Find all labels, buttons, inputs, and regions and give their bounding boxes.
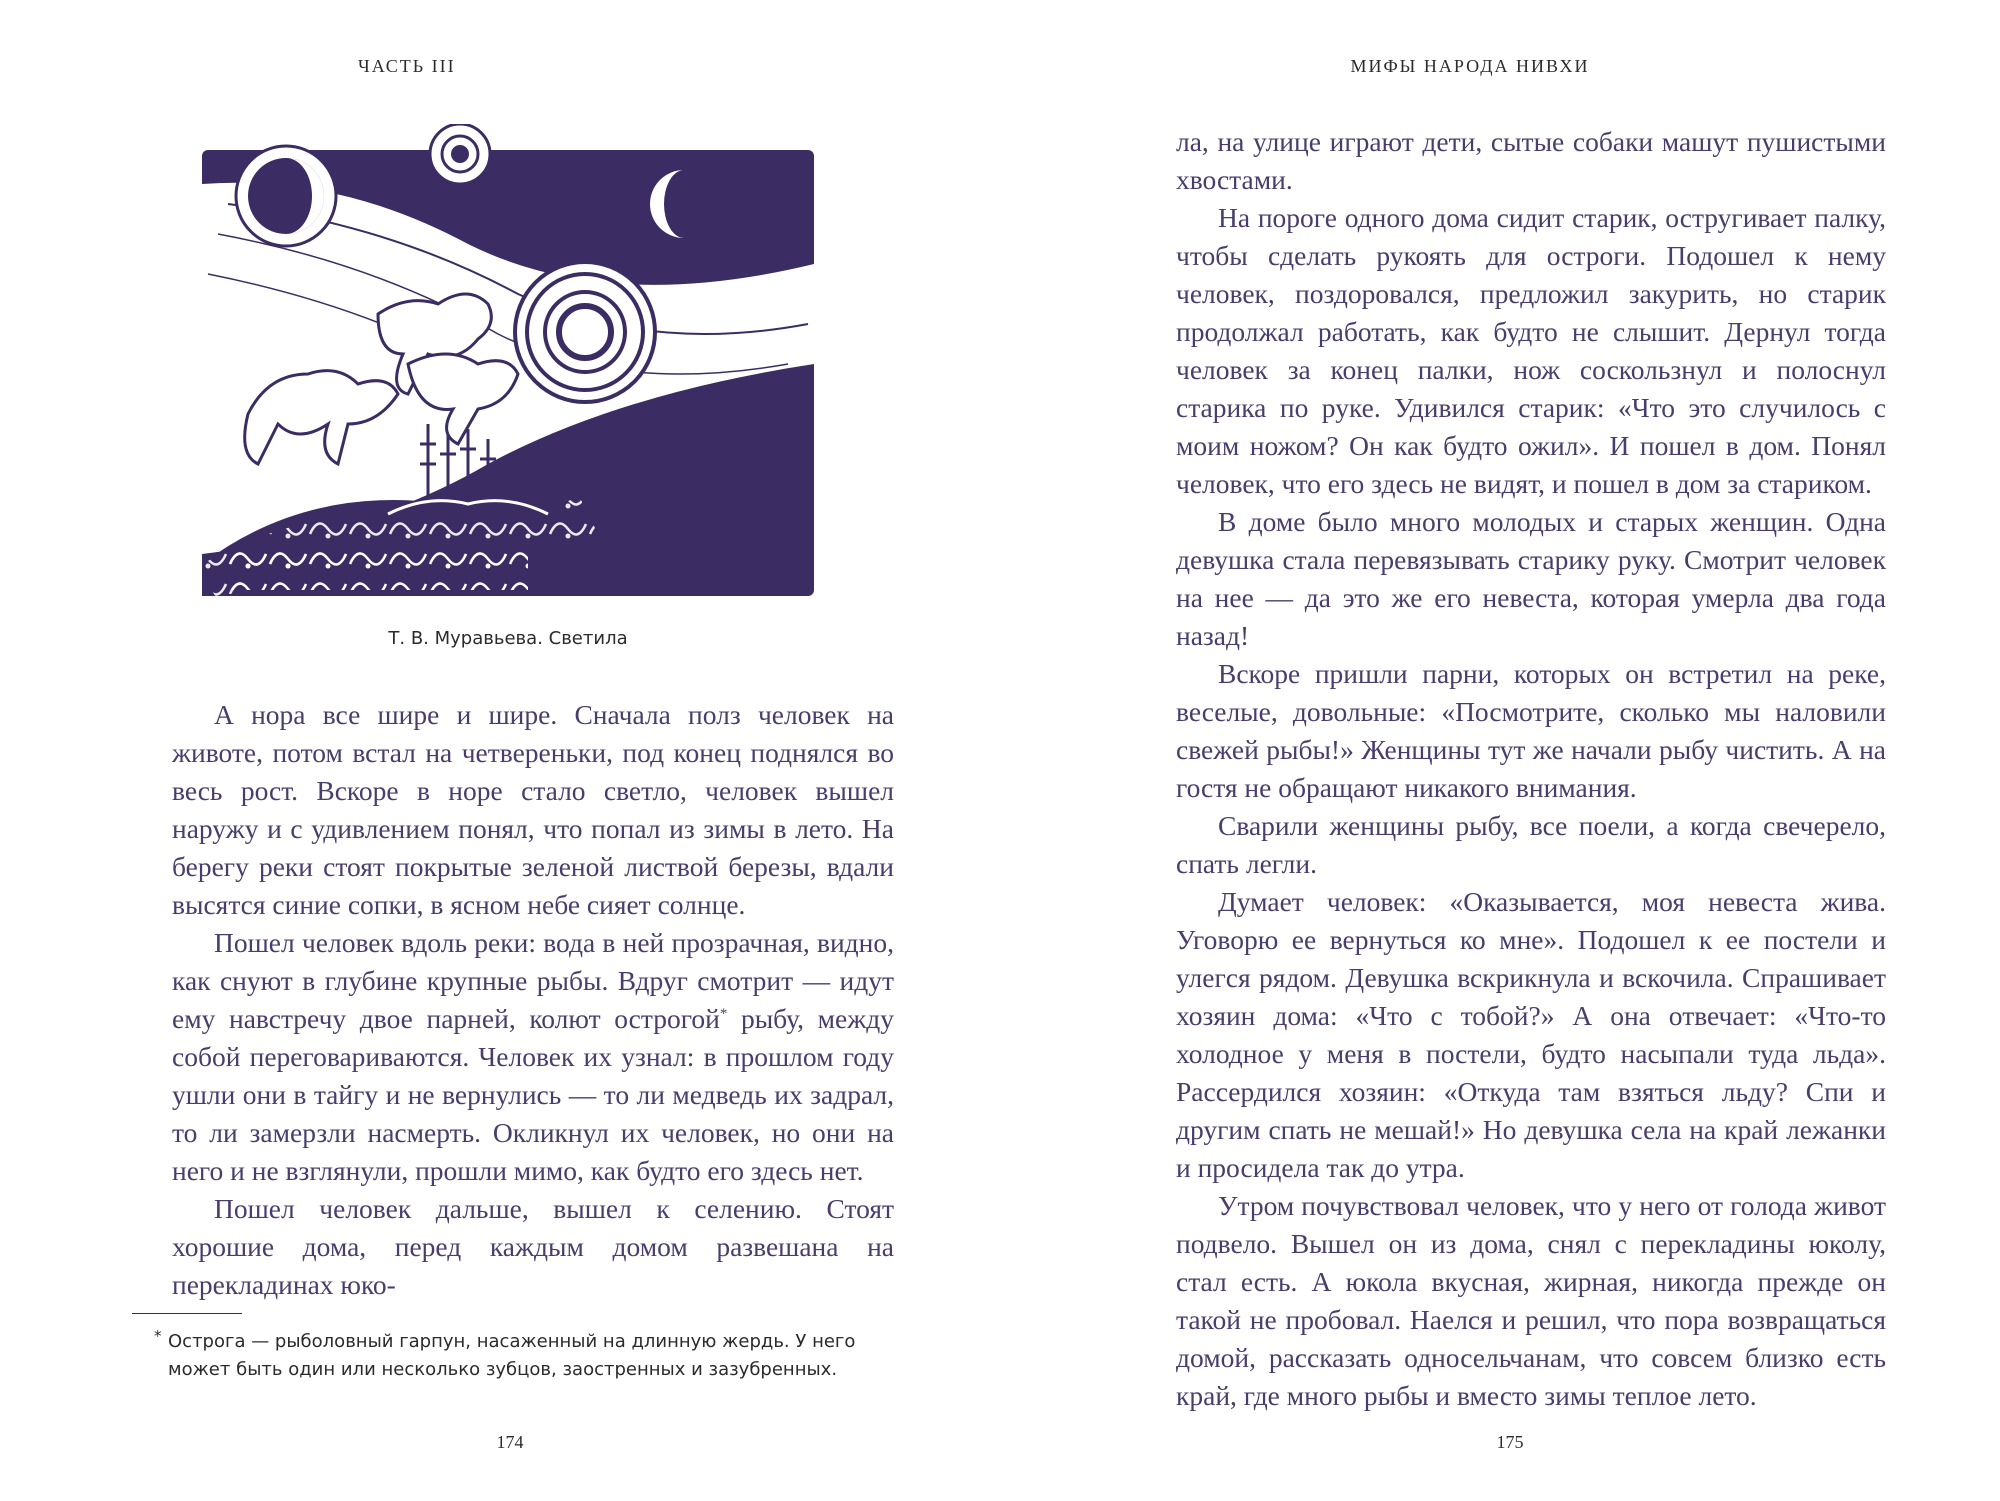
right-page-body bbox=[1176, 123, 1886, 1415]
paragraph: Сварили женщины рыбу, все поели, а когда свечерело, спать легли. bbox=[1176, 810, 1886, 879]
paragraph-with-footnote bbox=[172, 924, 894, 1190]
paragraph: ла, на улице играют дети, сытые собаки машут пушистыми хвостами. bbox=[1176, 126, 1886, 195]
paragraph-part: Пошел человек вдоль реки: вода в ней прозрачная, видно, как снуют в глубине крупные рыбы. Вдруг смотрит — идут ему навстречу двое парней, колют острогой bbox=[172, 927, 894, 1034]
footnote-text: Острога — рыболовный гарпун, насаженный на длинную жердь. У него может быть один или несколько зубцов, заостренных и зазубренных. bbox=[168, 1331, 856, 1380]
running-head-right: МИФЫ НАРОДА НИВХИ bbox=[1350, 56, 1590, 76]
paragraph: Утром почувствовал человек, что у него от голода живот подвело. Вышел он из дома, снял с перекладины юколу, стал есть. А юкола вкусная, жирная, никогда прежде он такой не пробовал. Наелся и решил, что пора возвращаться домой, рассказать односельчанам, что совсем близко есть край, где много рыбы и вместо зимы теплое лето. bbox=[1176, 1190, 1886, 1411]
footnote-reference[interactable]: * bbox=[719, 1005, 728, 1022]
page-number-left: 174 bbox=[496, 1432, 524, 1452]
footnote-mark: * bbox=[154, 1327, 162, 1345]
right-page bbox=[1000, 0, 2000, 1501]
illustration-luminaries bbox=[188, 124, 828, 608]
left-page-body bbox=[172, 696, 894, 1304]
running-head-left: ЧАСТЬ III bbox=[358, 56, 456, 76]
paragraph: Думает человек: «Оказывается, моя невеста жива. Уговорю ее вернуться ко мне». Подошел к ее постели и улегся рядом. Девушка вскрикнула и вскочила. Спрашивает хозяин дома: «Что с тобой?» А она отвечает: «Что-то холодное у меня в постели, будто насыпали туда льда». Рассердился хозяин: «Откуда там взяться льду? Спи и другим спать не мешай!» Но девушка села на край лежанки и просидела так до утра. bbox=[1176, 886, 1886, 1183]
page-number-right: 175 bbox=[1496, 1432, 1524, 1452]
paragraph: Вскоре пришли парни, которых он встретил на реке, веселые, довольные: «Посмотрите, сколько мы наловили свежей рыбы!» Женщины тут же начали рыбу чистить. А на гостя не обращают никакого внимания. bbox=[1176, 658, 1886, 803]
illustration-caption: Т. В. Муравьева. Светила bbox=[388, 628, 628, 649]
paragraph: Пошел человек дальше, вышел к селению. Стоят хорошие дома, перед каждым домом развешана на перекладинах юко- bbox=[172, 1193, 894, 1300]
paragraph: На пороге одного дома сидит старик, остругивает палку, чтобы сделать рукоять для остроги. Подошел к нему человек, поздоровался, предложил закурить, но старик продолжал работать, как будто не слышит. Дернул тогда человек за конец палки, нож соскользнул и полоснул старика по руке. Удивился старик: «Что это случилось с моим ножом? Он как будто ожил». И пошел в дом. Понял человек, что его здесь не видят, и пошел в дом за стариком. bbox=[1176, 202, 1886, 499]
footnote bbox=[154, 1327, 894, 1384]
paragraph-part: рыбу, между собой переговариваются. Человек их узнал: в прошлом году ушли они в тайгу и не вернулись — то ли медведь их задрал, то ли замерзли насмерть. Окликнул их человек, но они на него и не взглянули, прошли мимо, как будто его здесь нет. bbox=[172, 1003, 894, 1186]
footnote-rule bbox=[132, 1313, 242, 1314]
paragraph: А нора все шире и шире. Сначала полз человек на животе, потом встал на четвереньки, под конец поднялся во весь рост. Вскоре в норе стало светло, человек вышел наружу и с удивлением понял, что попал из зимы в лето. На берегу реки стоят покрытые зеленой листвой березы, вдали высятся синие сопки, в ясном небе сияет солнце. bbox=[172, 699, 894, 920]
paragraph: В доме было много молодых и старых женщин. Одна девушка стала перевязывать старику руку. Смотрит человек на нее — да это же его невеста, которая умерла два года назад! bbox=[1176, 506, 1886, 651]
